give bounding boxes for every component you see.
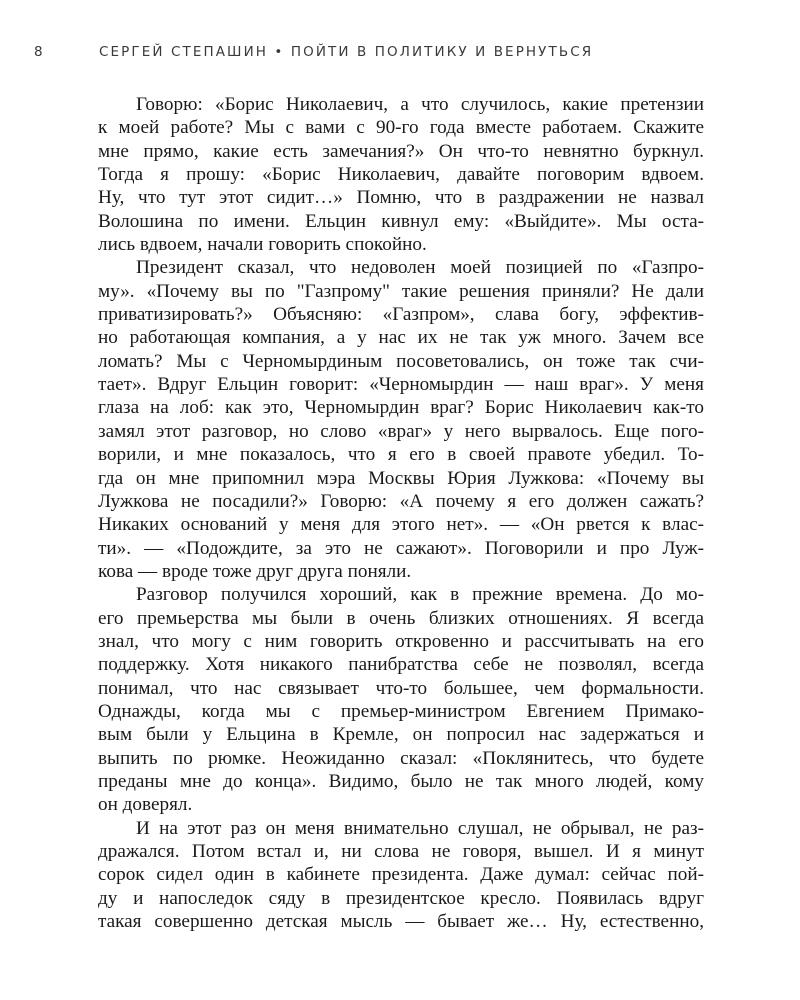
text-line: Тогда я прошу: «Борис Николаевич, давайте поговорим вдвоем. — [98, 164, 704, 186]
paragraph — [98, 93, 704, 256]
text-line: мне прямо, какие есть замечания?» Он что-то невнятно буркнул. — [98, 140, 704, 162]
text-line: ти». — «Подождите, за это не сажают». Поговорили и про Луж- — [98, 537, 704, 559]
text-line: глаза на лоб: как это, Черномырдин враг? Борис Николаевич как-то — [98, 397, 704, 419]
text-line: выпить по рюмке. Неожиданно сказал: «Поклянитесь, что будете — [98, 747, 704, 769]
text-line: вым были у Ельцина в Кремле, он попросил нас задержаться и — [98, 724, 704, 746]
body-text — [98, 93, 704, 933]
text-line: понимал, что нас связывает что-то большее, чем формальности. — [98, 677, 704, 699]
text-line: лись вдвоем, начали говорить спокойно. — [98, 234, 427, 256]
text-line: поддержку. Хотя никакого панибратства себе не позволял, всегда — [98, 654, 704, 676]
paragraph — [98, 583, 704, 816]
text-line: ворили, и мне показалось, что я его в своей правоте убедил. То- — [98, 444, 704, 466]
text-line: Лужкова не посадили?» Говорю: «А почему я его должен сажать? — [98, 490, 704, 512]
text-line: замял этот разговор, но слово «враг» у него вырвалось. Еще пого- — [98, 420, 704, 442]
text-line: ломать? Мы с Черномырдиным посоветовались, он тоже так счи- — [98, 350, 704, 372]
text-line: кова — вроде тоже друг друга поняли. — [98, 560, 412, 582]
text-line: тает». Вдруг Ельцин говорит: «Черномырдин — наш враг». У меня — [98, 374, 704, 396]
text-line: гда он мне припомнил мэра Москвы Юрия Лужкова: «Почему вы — [98, 467, 704, 489]
text-line: сорок сидел один в кабинете президента. Даже думал: сейчас пой- — [98, 864, 704, 886]
text-line: к моей работе? Мы с вами с 90-го года вместе работаем. Скажите — [98, 117, 704, 139]
text-line: но работающая компания, а у нас их не так уж много. Зачем все — [98, 327, 704, 349]
text-line: Никаких оснований у меня для этого нет». — «Он рвется к влас- — [98, 514, 704, 536]
page-number: 8 — [34, 44, 43, 60]
paragraph — [98, 256, 704, 583]
text-line: дражался. Потом встал и, ни слова не говоря, вышел. И я минут — [98, 841, 704, 862]
text-line: Разговор получился хороший, как в прежние времена. До мо- — [136, 584, 704, 606]
text-line: Ну, что тут этот сидит…» Помню, что в раздражении не назвал — [98, 187, 704, 209]
text-line: преданы мне до конца». Видимо, было не так много людей, кому — [98, 770, 704, 792]
text-line: ду и напоследок сяду в президентское кресло. Появилась вдруг — [98, 887, 704, 909]
text-line: приватизировать?» Объясняю: «Газпром», слава богу, эффектив- — [98, 304, 704, 326]
running-header — [34, 44, 710, 64]
text-line: Однажды, когда мы с премьер-министром Евгением Примако- — [98, 700, 704, 722]
paragraph — [98, 817, 704, 934]
text-line: Президент сказал, что недоволен моей позицией по «Газпро- — [136, 257, 704, 279]
text-line: знал, что могу с ним говорить откровенно и рассчитывать на его — [98, 630, 704, 652]
text-line: такая совершенно детская мысль — бывает же… Ну, естественно, — [98, 911, 704, 933]
text-line: му». «Почему вы по "Газпрому" такие решения приняли? Не дали — [98, 280, 704, 302]
text-line: он доверял. — [98, 794, 193, 816]
text-line: И на этот раз он меня внимательно слушал, не обрывал, не раз- — [136, 817, 704, 839]
text-line: Говорю: «Борис Николаевич, а что случилось, какие претензии — [136, 94, 704, 115]
text-line: Волошина по имени. Ельцин кивнул ему: «Выйдите». Мы оста- — [98, 210, 704, 232]
running-title: СЕРГЕЙ СТЕПАШИН • ПОЙТИ В ПОЛИТИКУ И ВЕРНУТЬСЯ — [99, 44, 594, 60]
text-line: его премьерства мы были в очень близких отношениях. Я всегда — [98, 607, 704, 629]
